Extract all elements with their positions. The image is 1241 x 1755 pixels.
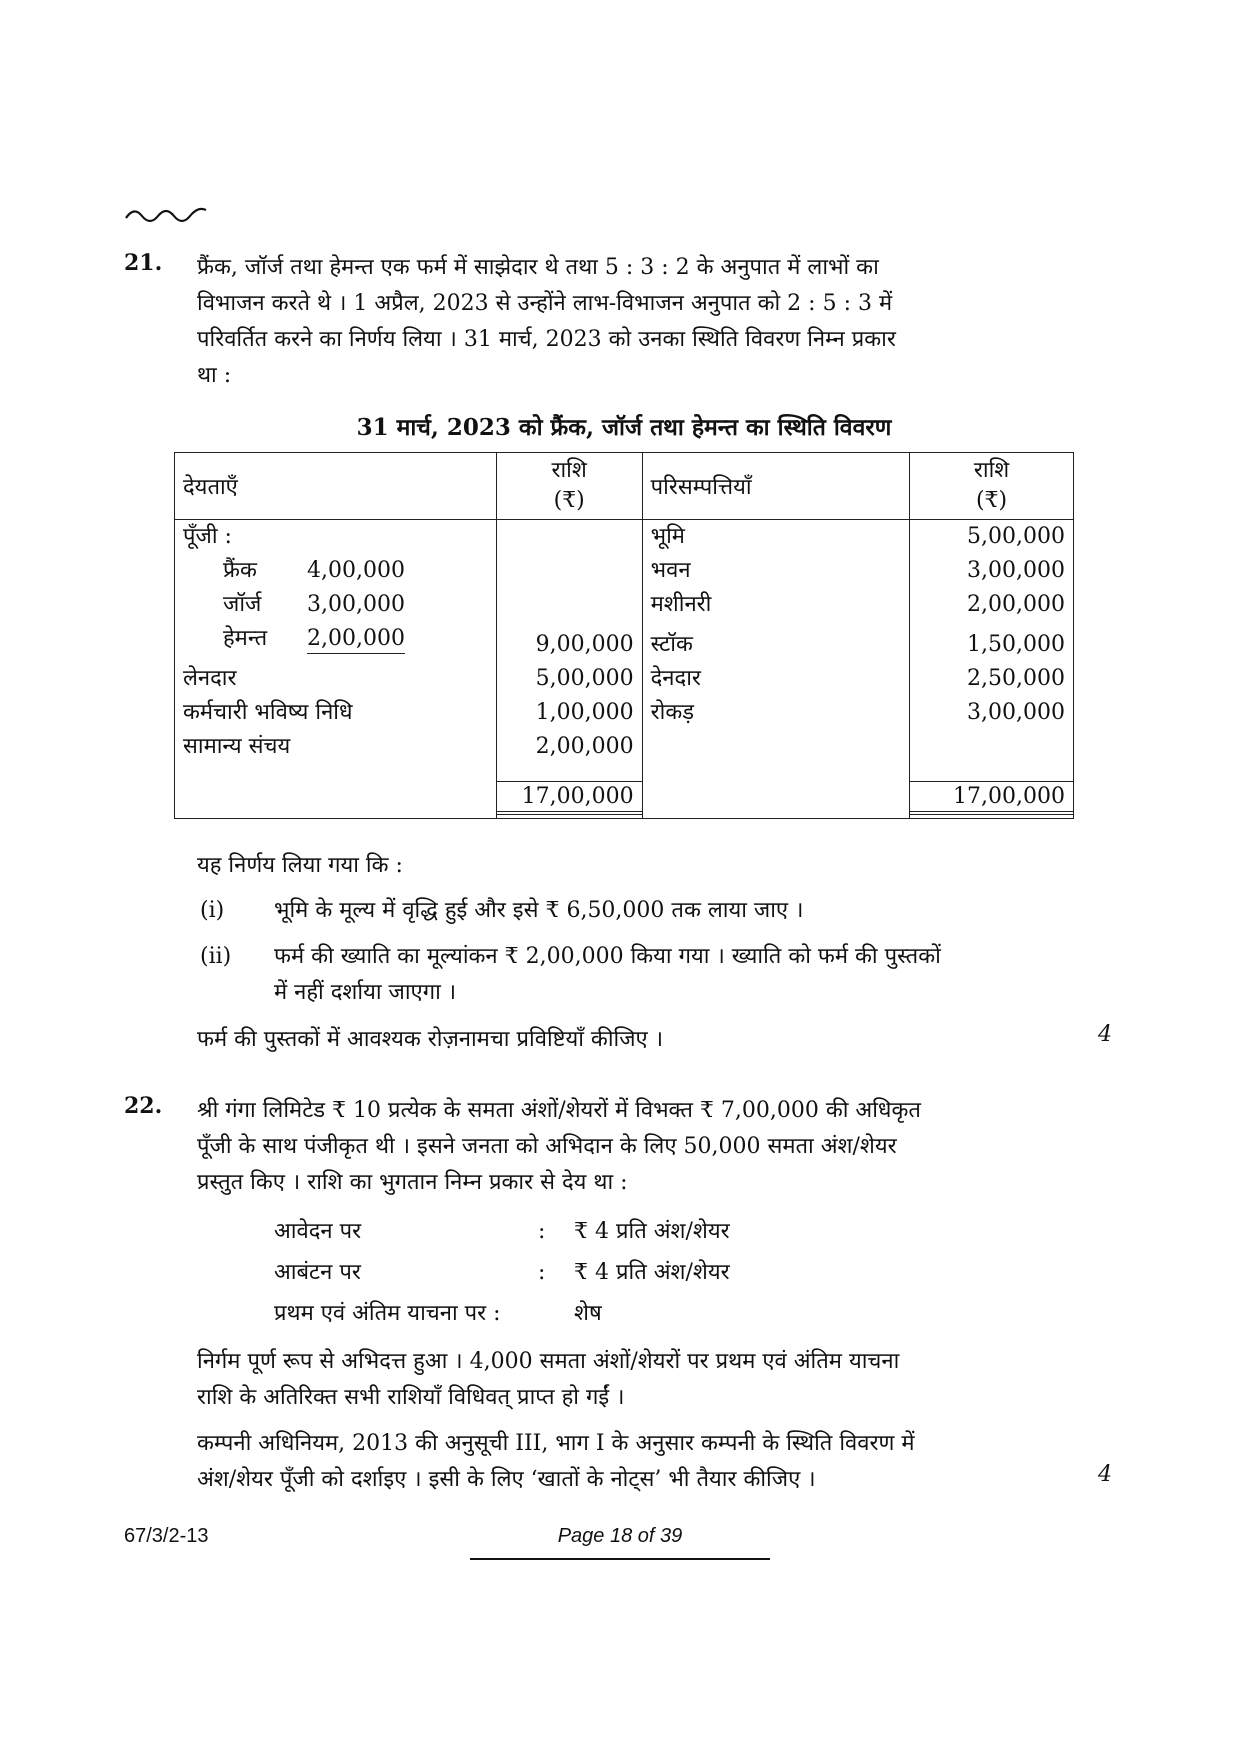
q21-line-3: परिवर्तित करने का निर्णय लिया । 31 मार्च, 2023 को उनका स्थिति विवरण निम्न प्रकार — [197, 327, 896, 352]
capital-total: 9,00,000 — [535, 632, 634, 657]
header-assets: परिसम्पत्तियाँ — [642, 453, 910, 520]
stock-amount: 1,50,000 — [967, 632, 1065, 657]
question-22-number: 22. — [124, 1093, 163, 1119]
q22-para-2-line-2: राशि के अतिरिक्त सभी राशियाँ विधिवत् प्राप्त हो गईं । — [197, 1385, 625, 1410]
partner-row-hemant: हेमन्त 2,00,000 — [183, 622, 488, 656]
question-22-text — [197, 1093, 1057, 1201]
cash-amount: 3,00,000 — [967, 700, 1065, 725]
q22-para-2-line-1: निर्गम पूर्ण रूप से अभिदत्त हुआ । 4,000 समता अंशों/शेयरों पर प्रथम एवं अंतिम याचना — [197, 1349, 900, 1374]
application-label: आवेदन पर — [274, 1219, 362, 1244]
q21-marks: 4 — [1098, 1022, 1112, 1047]
total-assets: 17,00,000 — [910, 781, 1073, 815]
decision-i-text: भूमि के मूल्य में वृद्धि हुई और इसे ₹ 6,50,000 तक लाया जाए । — [274, 898, 804, 923]
application-colon: : — [538, 1219, 546, 1244]
application-value: ₹ 4 प्रति अंश/शेयर — [574, 1219, 730, 1244]
header-liabilities: देयताएँ — [175, 453, 497, 520]
allotment-label: आबंटन पर — [274, 1260, 361, 1285]
call-value: शेष — [574, 1301, 602, 1326]
partner-row-george: जॉर्ज 3,00,000 — [223, 592, 405, 617]
machinery-label: मशीनरी — [650, 592, 712, 617]
q22-para-3-line-1: कम्पनी अधिनियम, 2013 की अनुसूची III, भाग I के अनुसार कम्पनी के स्थिति विवरण में — [197, 1431, 915, 1456]
paper-code: 67/3/2-13 — [124, 1525, 209, 1547]
building-amount: 3,00,000 — [967, 558, 1065, 583]
question-21-number: 21. — [124, 250, 163, 276]
land-amount: 5,00,000 — [967, 524, 1065, 549]
footer-rule — [470, 1558, 770, 1560]
total-liabilities: 17,00,000 — [497, 781, 642, 815]
stock-label: स्टॉक — [650, 632, 693, 657]
q22-para-2 — [197, 1344, 1057, 1416]
header-amount-2: राशि (₹) — [910, 453, 1074, 520]
reserve-label: सामान्य संचय — [183, 734, 291, 759]
decision-ii-label: (ii) — [200, 944, 232, 969]
land-label: भूमि — [650, 524, 685, 549]
q21-instruction: फर्म की पुस्तकों में आवश्यक रोज़नामचा प्रविष्टियाँ कीजिए । — [197, 1027, 664, 1052]
question-21-text — [197, 250, 1057, 394]
allotment-value: ₹ 4 प्रति अंश/शेयर — [574, 1260, 730, 1285]
q22-line-1: श्री गंगा लिमिटेड ₹ 10 प्रत्येक के समता अंशों/शेयरों में विभक्त ₹ 7,00,000 की अधिकृत — [197, 1098, 921, 1123]
assets-amount-cell — [910, 520, 1074, 779]
capital-label: पूँजी : — [183, 524, 232, 549]
call-label: प्रथम एवं अंतिम याचना पर : — [274, 1301, 501, 1326]
q22-line-3: प्रस्तुत किए । राशि का भुगतान निम्न प्रकार से देय था : — [197, 1170, 628, 1195]
creditors-label: लेनदार — [183, 666, 237, 691]
header-amount-1: राशि (₹) — [496, 453, 642, 520]
debtors-amount: 2,50,000 — [967, 666, 1065, 691]
q22-line-2: पूँजी के साथ पंजीकृत थी । इसने जनता को अभिदान के लिए 50,000 समता अंश/शेयर — [197, 1134, 897, 1159]
cash-label: रोकड़ — [650, 700, 694, 725]
q21-line-2: विभाजन करते थे । 1 अप्रैल, 2023 से उन्होंने लाभ-विभाजन अनुपात को 2 : 5 : 3 में — [197, 291, 893, 316]
q21-line-4: था : — [197, 363, 232, 388]
partner-row-frank: फ्रैंक 4,00,000 — [223, 558, 405, 583]
machinery-amount: 2,00,000 — [967, 592, 1065, 617]
creditors-amount: 5,00,000 — [535, 666, 634, 691]
page-number: Page 18 of 39 — [557, 1525, 683, 1547]
decision-ii-text-2: में नहीं दर्शाया जाएगा । — [274, 980, 457, 1005]
balance-sheet-table — [174, 452, 1074, 819]
q21-line-1: फ्रैंक, जॉर्ज तथा हेमन्त एक फर्म में साझेदार थे तथा 5 : 3 : 2 के अनुपात में लाभों का — [197, 255, 879, 280]
table-title: 31 मार्च, 2023 को फ्रैंक, जॉर्ज तथा हेमन्त का स्थिति विवरण — [356, 414, 892, 441]
decision-intro: यह निर्णय लिया गया कि : — [197, 853, 403, 878]
building-label: भवन — [650, 558, 691, 583]
reserve-amount: 2,00,000 — [535, 734, 634, 759]
q22-para-3-line-2: अंश/शेयर पूँजी को दर्शाइए । इसी के लिए ‘खातों के नोट्स’ भी तैयार कीजिए । — [197, 1467, 816, 1492]
epf-label: कर्मचारी भविष्य निधि — [183, 700, 353, 725]
epf-amount: 1,00,000 — [535, 700, 634, 725]
debtors-label: देनदार — [650, 666, 701, 691]
liabilities-amount-cell — [496, 520, 642, 779]
liabilities-cell — [175, 520, 497, 779]
q22-para-3 — [197, 1426, 1057, 1498]
q22-marks: 4 — [1098, 1462, 1112, 1487]
allotment-colon: : — [538, 1260, 546, 1285]
decision-i-label: (i) — [200, 898, 225, 923]
decision-ii-text-1: फर्म की ख्याति का मूल्यांकन ₹ 2,00,000 किया गया । ख्याति को फर्म की पुस्तकों — [274, 944, 941, 969]
assets-cell — [642, 520, 910, 779]
wavy-mark — [124, 204, 208, 226]
